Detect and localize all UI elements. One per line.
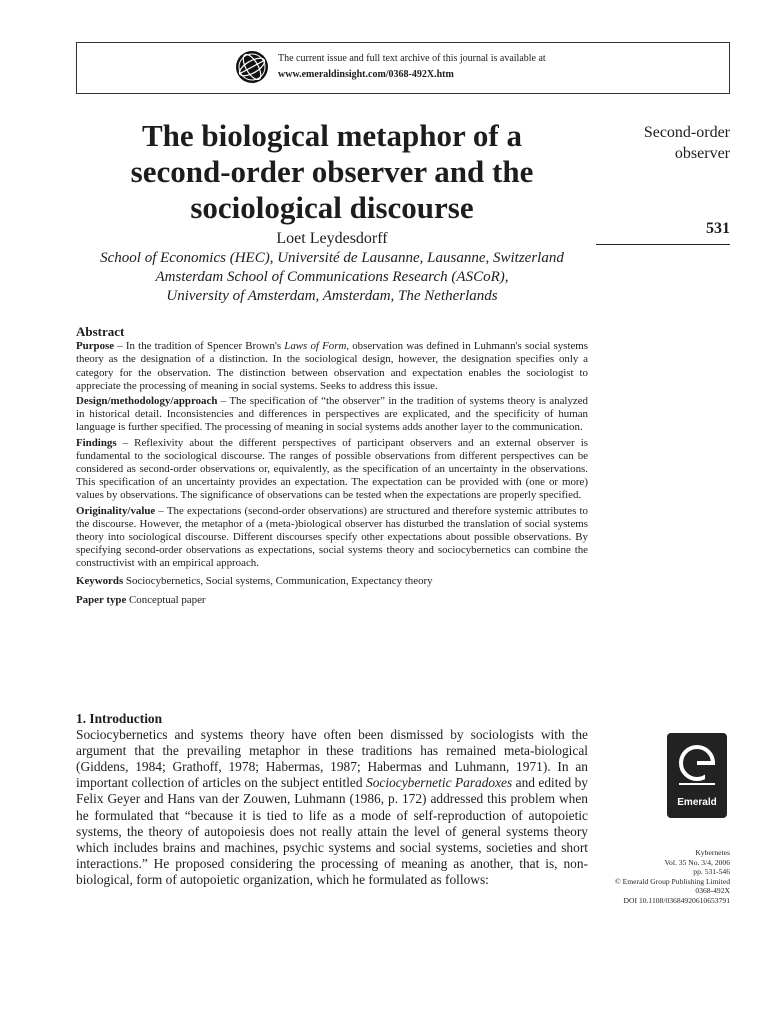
emerald-logo [667,733,727,818]
citation-line: 0368-492X [695,886,730,896]
citation-line: DOI 10.1108/03684920610653791 [623,895,730,905]
findings-label: Findings [76,436,117,449]
abstract-originality [76,505,588,571]
citation-block [580,848,730,906]
design-label: Design/methodology/approach [76,395,218,408]
abstract-purpose [76,340,588,393]
findings-text: – Reflexivity about the different perspectives of participant observers and an external observer is fundamental to the sociological discourse. The ranges of possible observations from different perspectives can be considered as second-order observations or, equivalently, as the specification of an uncertainty in the observations. This specification of an uncertainty provides an expectation. The expectation can be provided with (one or more) values by observations. The significance of observations can be tested when the expectations are properly specified. [76,436,588,502]
title-line: second-order observer and the [130,154,534,189]
emerald-e-icon [675,741,719,791]
originality-text: – The expectations (second-order observations) are structured and therefore systemic attributes to the discourse. However, the metaphor of a (meta-)biological observer has disturbed the translation of social systems theory into sociological discourse. Different discourses specify other expectations about possible observations. By specifying second-order observations as expectations, social systems theory and sociocybernetics can combine the constructivist with an empirical approach. [76,504,588,570]
abstract-design [76,395,588,435]
keywords [76,575,588,588]
citation-line: © Emerald Group Publishing Limited [614,876,730,886]
citation-line: pp. 531-546 [693,867,730,877]
author-name: Loet Leydesdorff [276,230,388,247]
paper-type-text: Conceptual paper [126,593,206,606]
intro-text: Sociocybernetics and systems theory have often been dismissed by sociologists with the argument that the prevailing metaphor in these traditions has remained meta-biological (Giddens, 1984; Grathoff, 1978; Habermas, 1987; Habermas and Luhmann, 1971). In an important collection of articles on the subject entitled [76,727,588,791]
introduction-paragraph [76,727,588,888]
design-text: – The specification of “the observer” in the tradition of systems theory is analyzed in historical detail. Inconsistencies and differences in perspectives are explicated, and the specificity of human language is further specified. The processing of meaning in social systems adds another layer to the communication. [76,395,588,434]
availability-text: The current issue and full text archive of this journal is available at [278,53,546,64]
citation-line: Vol. 35 No. 3/4, 2006 [664,857,730,867]
intro-italic: Sociocybernetic Paradoxes [366,775,513,791]
abstract-findings [76,437,588,503]
abstract-heading: Abstract [76,324,125,339]
purpose-text-cont: , observation was defined in Luhmann's social systems theory as the designation of a distinction. In the sociological design, however, the designation specifies only a category for the observation. The distinction between observation and expectation enables the sociologist to appreciate the processing of meaning in social systems. Seeks to address this issue. [76,340,589,392]
citation-line: Kybernetes [695,848,730,857]
affiliation-line: University of Amsterdam, Amsterdam, The Netherlands [166,288,498,304]
keywords-label: Keywords [76,574,124,587]
paper-type-label: Paper type [76,593,127,606]
title-line: The biological metaphor of a [141,118,523,153]
running-head-line: observer [674,145,730,162]
page-number-rule [596,244,730,245]
journal-url-link[interactable]: www.emeraldinsight.com/0368-492X.htm [278,69,454,80]
originality-label: Originality/value [76,504,156,517]
title-line: sociological discourse [190,190,474,225]
page-number: 531 [706,220,730,237]
intro-text-cont: and edited by Felix Geyer and Hans van der Zouwen, Luhmann (1986, p. 172) addressed this problem when he formulated that “because it is tied to life as a mode of self-reproduction of autopoietic systems, the theory of autopoiesis does not really attain the level of general systems theory which includes brains and machines, psychic systems and social systems, societies and short interactions.” He proposed considering the processing of meaning as another, that is, non-biological, form of autopoietic organization, which he formulated as follows: [76,775,588,887]
purpose-text: – In the tradition of Spencer Brown's [114,340,285,353]
introduction-heading: 1. Introduction [76,711,163,726]
purpose-label: Purpose [76,340,115,353]
author-affiliations [76,249,588,306]
journal-availability-box [76,42,730,94]
running-head [596,122,730,164]
keywords-text: Sociocybernetics, Social systems, Communication, Expectancy theory [123,574,433,587]
affiliation-line: School of Economics (HEC), Université de Lausanne, Lausanne, Switzerland [100,250,564,266]
purpose-italic: Laws of Form [284,340,347,353]
globe-icon [235,50,269,84]
running-head-line: Second-order [643,124,730,141]
affiliation-line: Amsterdam School of Communications Research (ASCoR), [155,269,509,285]
paper-type [76,594,588,607]
paper-title [76,118,588,226]
introduction-section [76,711,588,888]
abstract-section [76,325,588,609]
logo-wordmark: Emerald [677,797,717,808]
